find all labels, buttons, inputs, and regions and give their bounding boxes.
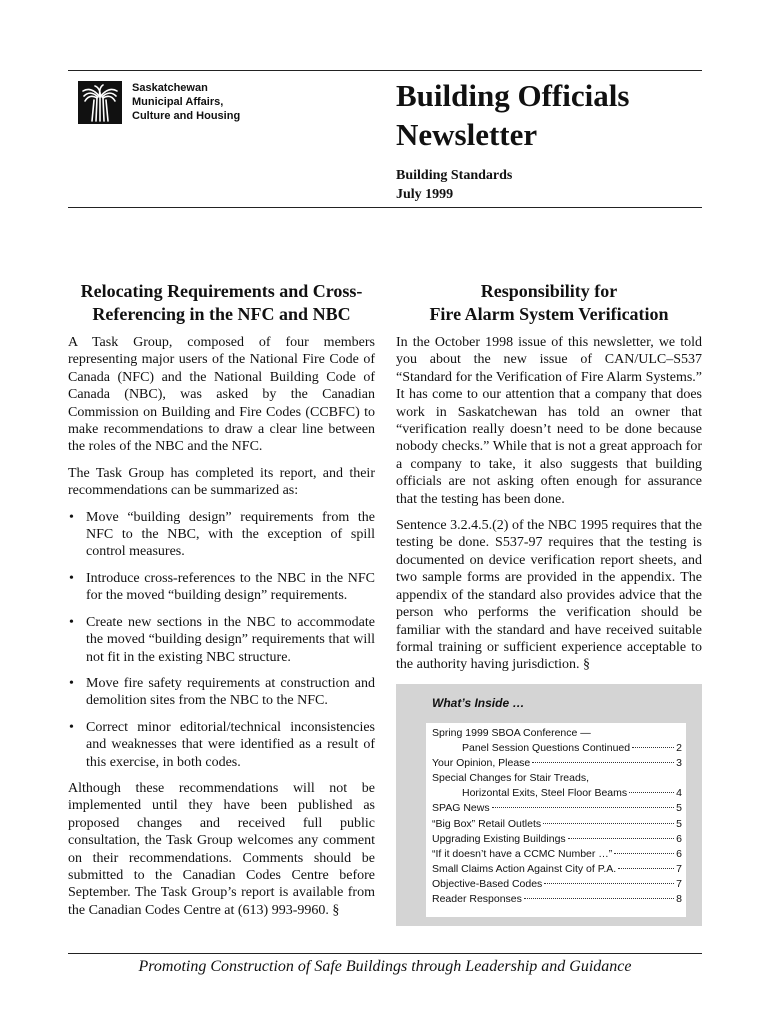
title-line-1: Building Officials — [396, 78, 630, 113]
toc-entry-text: Spring 1999 SBOA Conference — — [432, 727, 591, 739]
subtitle-department: Building Standards — [396, 168, 513, 183]
agency-line-3: Culture and Housing — [132, 110, 241, 122]
toc-entry-text: SPAG News — [432, 802, 490, 815]
whats-inside-box — [396, 684, 702, 926]
list-item — [432, 817, 682, 832]
left-article — [68, 280, 375, 928]
toc-entry-text: Your Opinion, Please — [432, 757, 531, 770]
bullet-glyph: • — [69, 675, 74, 691]
left-heading-line-2: Referencing in the NFC and NBC — [92, 303, 351, 324]
list-item — [68, 570, 375, 605]
left-paragraph-2: The Task Group has completed its report, and their recommendations can be summarized as: — [68, 465, 375, 499]
toc-page-number: 6 — [676, 847, 682, 860]
footer-tagline: Promoting Construction of Safe Buildings through Leadership and Guidance — [138, 958, 632, 975]
right-article-heading — [396, 280, 702, 325]
toc-entry-text: Small Claims Action Against City of P.A. — [432, 862, 617, 875]
toc-page-number: 6 — [676, 832, 682, 845]
right-paragraph-1: In the October 1998 issue of this newsletter, we told you about the new issue of CAN/ULC–S537 “Standard for the Verification of Fire Alarm Systems.” It has come to our attention that a company that does work in Saskatchewan has told an owner that “verification really doesn’t need to be done because nobody checks.” While that is not a great approach for a company to take, it also suggests that building officials are not asking often enough for assurance that the testing has been done. — [396, 335, 702, 507]
list-item — [432, 877, 682, 892]
toc-entry-text: Objective-Based Codes — [432, 877, 543, 890]
toc-page-number: 7 — [676, 877, 682, 890]
right-article — [396, 280, 702, 683]
list-item — [432, 892, 682, 907]
newsletter-title — [396, 76, 629, 154]
list-item-text: Create new sections in the NBC to accommodate the moved “building design” requirements that will not fit in the existing NBC structure. — [86, 614, 375, 665]
toc-page-number: 5 — [676, 817, 682, 830]
agency-line-2: Municipal Affairs, — [132, 96, 224, 108]
list-item — [432, 832, 682, 847]
toc-dot-leader — [492, 807, 675, 808]
list-item — [432, 771, 682, 786]
bullet-glyph: • — [69, 719, 74, 735]
toc-page-number: 3 — [676, 757, 682, 770]
bullet-glyph: • — [69, 509, 74, 525]
list-item — [68, 719, 375, 771]
toc-dot-leader — [629, 792, 674, 793]
left-heading-line-1: Relocating Requirements and Cross- — [80, 281, 363, 301]
top-rule — [68, 70, 702, 71]
toc-page-number: 8 — [676, 893, 682, 906]
left-article-heading — [68, 280, 375, 325]
toc-dot-leader — [568, 838, 674, 839]
right-heading-line-1: Responsibility for — [480, 281, 618, 301]
left-paragraph-3: Although these recommendations will not be implemented until they have been published as proposed changes and received full public consultation, the Task Group welcomes any comment on their recommendations. Comments should be submitted to the Canadian Codes Centre before September. The Task Group’s report is available from the Canadian Codes Centre at (613) 993-9960. § — [68, 780, 375, 918]
toc-entry-text: “If it doesn’t have a CCMC Number …” — [432, 847, 613, 860]
toc-entry-text: Horizontal Exits, Steel Floor Beams — [462, 787, 628, 800]
subtitle-date: July 1999 — [396, 187, 454, 202]
agency-name — [132, 81, 240, 123]
toc-page-number: 4 — [676, 787, 682, 800]
list-item — [68, 509, 375, 561]
header-bottom-rule — [68, 207, 702, 208]
bullet-glyph: • — [69, 570, 74, 586]
toc-dot-leader — [543, 823, 674, 824]
list-item — [432, 741, 682, 756]
toc-dot-leader — [524, 898, 674, 899]
recommendations-list — [68, 509, 375, 771]
list-item — [68, 614, 375, 666]
bullet-glyph: • — [69, 614, 74, 630]
toc-dot-leader — [632, 747, 674, 748]
whats-inside-title: What’s Inside … — [432, 696, 525, 710]
list-item-text: Move fire safety requirements at construction and demolition sites from the NBC to the NFC. — [86, 675, 375, 709]
list-item-text: Correct minor editorial/technical inconsistencies and weaknesses that were identified as a result of this exercise, in both codes. — [86, 719, 375, 770]
list-item — [432, 756, 682, 771]
toc-dot-leader — [532, 762, 674, 763]
title-line-2: Newsletter — [396, 117, 538, 152]
toc-dot-leader — [618, 868, 674, 869]
list-item — [68, 675, 375, 710]
list-item — [432, 862, 682, 877]
right-paragraph-2: Sentence 3.2.4.5.(2) of the NBC 1995 requires that the testing be done. S537-97 requires that the testing is documented on device verification report sheets, and two sample forms are provided in the appendix. The appendix of the standard also provides advice that the person who performs the verification should be familiar with the standard and have received suitable formal training or sufficient experience acceptable to the authority having jurisdiction. § — [396, 518, 702, 673]
list-item-text: Introduce cross-references to the NBC in the NFC for the moved “building design” requirements. — [86, 570, 375, 604]
toc-entry-text: “Big Box” Retail Outlets — [432, 817, 542, 830]
toc-page-number: 7 — [676, 862, 682, 875]
toc-entry-text: Reader Responses — [432, 893, 522, 906]
right-heading-line-2: Fire Alarm System Verification — [429, 303, 669, 324]
list-item — [432, 786, 682, 801]
list-item-text: Move “building design” requirements from the NFC to the NBC, with the exception of spill control measures. — [86, 509, 375, 560]
list-item — [432, 847, 682, 862]
list-item — [432, 801, 682, 816]
wheat-sheaf-logo — [78, 81, 122, 124]
toc-page-number: 2 — [676, 742, 682, 755]
toc-dot-leader — [544, 883, 674, 884]
table-of-contents — [426, 723, 686, 917]
footer-rule — [68, 953, 702, 954]
left-paragraph-1: A Task Group, composed of four members representing major users of the National Fire Code of Canada (NFC) and the National Building Code of Canada (NBC), was asked by the Canadian Commission on Building and Fire Codes (CCBFC) to make recommendations to draw a clear line between the roles of the NBC and the NFC. — [68, 335, 375, 455]
toc-entry-text: Panel Session Questions Continued — [462, 742, 631, 755]
list-item — [432, 726, 682, 741]
newsletter-subtitle — [396, 166, 512, 204]
toc-entry-text: Special Changes for Stair Treads, — [432, 772, 589, 785]
agency-line-1: Saskatchewan — [132, 82, 208, 94]
toc-entry-text: Upgrading Existing Buildings — [432, 832, 566, 845]
toc-page-number: 5 — [676, 802, 682, 815]
toc-dot-leader — [614, 853, 674, 854]
